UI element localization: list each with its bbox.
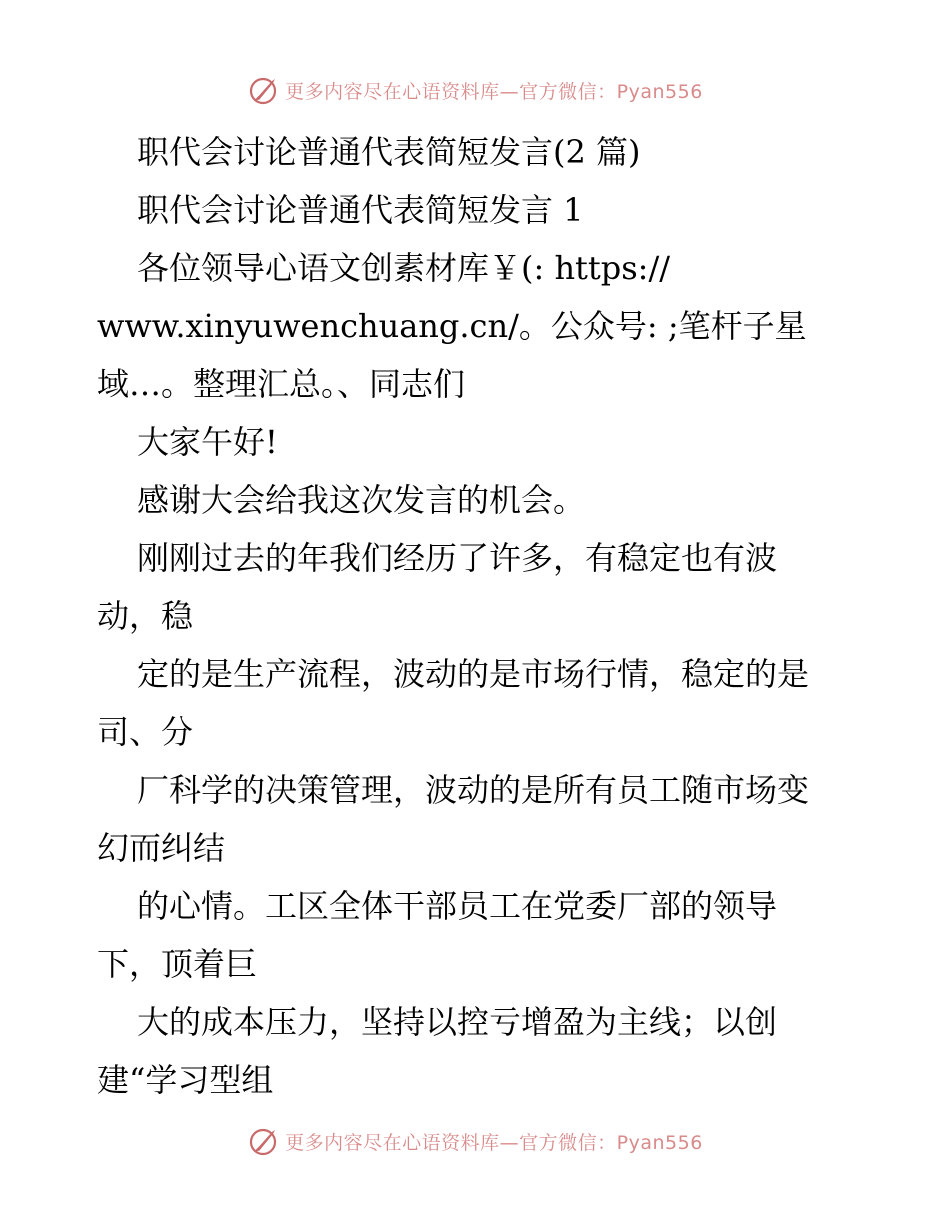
document-line: www.xinyuwenchuang.cn/。公众号: ;笔杆子星 bbox=[97, 307, 807, 345]
document-line: 建“学习型组 bbox=[97, 1061, 274, 1099]
document-line: 大的成本压力，坚持以控亏增盈为主线；以创 bbox=[137, 1003, 778, 1041]
document-body bbox=[97, 123, 877, 1109]
document-line: 各位领导心语文创素材库￥(: https:// bbox=[137, 249, 671, 287]
document-line: 职代会讨论普通代表简短发言 1 bbox=[137, 191, 584, 229]
quill-logo-icon bbox=[247, 1124, 281, 1158]
document-line: 幻而纠结 bbox=[97, 829, 226, 867]
document-line: 的心情。工区全体干部员工在党委厂部的领导 bbox=[137, 887, 778, 925]
document-line: 感谢大会给我这次发言的机会。 bbox=[137, 481, 586, 519]
document-line: 厂科学的决策管理，波动的是所有员工随市场变 bbox=[137, 771, 810, 809]
document-line: 大家午好! bbox=[137, 423, 278, 461]
document-line: 域…。整理汇总。、同志们 bbox=[97, 365, 466, 403]
quill-logo-icon bbox=[247, 73, 281, 107]
document-line: 职代会讨论普通代表简短发言(2 篇) bbox=[137, 133, 641, 171]
document-line: 下，顶着巨 bbox=[97, 945, 258, 983]
header-watermark bbox=[0, 70, 950, 110]
document-line: 动，稳 bbox=[97, 597, 194, 635]
document-line: 司、分 bbox=[97, 713, 194, 751]
watermark-text: 更多内容尽在心语资料库—官方微信：Pyan556 bbox=[285, 1131, 703, 1154]
footer-watermark bbox=[0, 1121, 950, 1161]
watermark-text: 更多内容尽在心语资料库—官方微信：Pyan556 bbox=[285, 80, 703, 103]
document-line: 刚刚过去的年我们经历了许多，有稳定也有波 bbox=[137, 539, 778, 577]
document-line: 定的是生产流程，波动的是市场行情，稳定的是 bbox=[137, 655, 810, 693]
